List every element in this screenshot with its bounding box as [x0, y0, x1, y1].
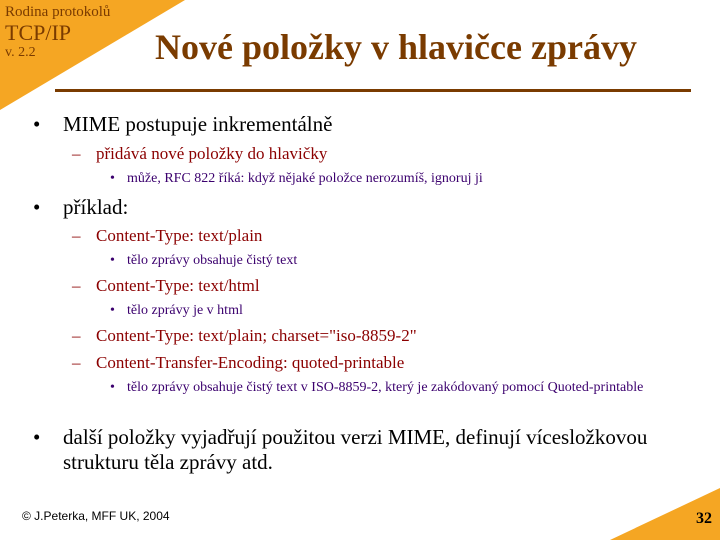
- bullet-text: další položky vyjadřují použitou verzi MIME, definují vícesložkovou strukturu těla zprávy atd.: [63, 425, 648, 475]
- slide-title: Nové položky v hlavičce zprávy: [155, 27, 637, 67]
- bullet-marker: •: [33, 425, 41, 449]
- bullet-marker: •: [33, 195, 41, 219]
- bullet-text: přidává nové položky do hlavičky: [96, 144, 328, 163]
- bullet-text: tělo zprávy obsahuje čistý text: [127, 253, 298, 268]
- bullet-text: Content-Type: text/plain; charset="iso-8859-2": [96, 326, 417, 345]
- bullet-marker: –: [72, 144, 81, 163]
- bullet-marker: –: [72, 353, 81, 372]
- bullet-text: tělo zprávy je v html: [127, 303, 243, 318]
- bullet-marker: –: [72, 276, 81, 295]
- series-version: v. 2.2: [5, 44, 36, 60]
- series-protocol: TCP/IP: [5, 19, 72, 45]
- bullet-text: tělo zprávy obsahuje čistý text v ISO-8859-2, který je zakódovaný pomocí Quoted-printable: [127, 380, 644, 395]
- footer-copyright: © J.Peterka, MFF UK, 2004: [22, 509, 170, 523]
- bullet-text: Content-Type: text/html: [96, 276, 260, 295]
- title-underline: [55, 89, 691, 92]
- bullet-marker: •: [110, 303, 115, 318]
- bullet-text: Content-Transfer-Encoding: quoted-printable: [96, 353, 405, 372]
- bullet-text: Content-Type: text/plain: [96, 226, 263, 245]
- bullet-marker: •: [110, 171, 115, 186]
- bullet-marker: –: [72, 326, 81, 345]
- series-name: Rodina protokolů: [5, 4, 111, 20]
- series-label: [5, 4, 110, 60]
- bullet-text: může, RFC 822 říká: když nějaké položce nerozumíš, ignoruj ji: [127, 171, 483, 186]
- bullet-text: příklad:: [63, 195, 129, 219]
- page-number: 32: [696, 510, 712, 527]
- bullet-marker: •: [33, 112, 41, 136]
- bullet-text: MIME postupuje inkrementálně: [63, 112, 333, 136]
- bullet-marker: •: [110, 253, 115, 268]
- bullet-marker: •: [110, 380, 115, 395]
- bullet-marker: –: [72, 226, 81, 245]
